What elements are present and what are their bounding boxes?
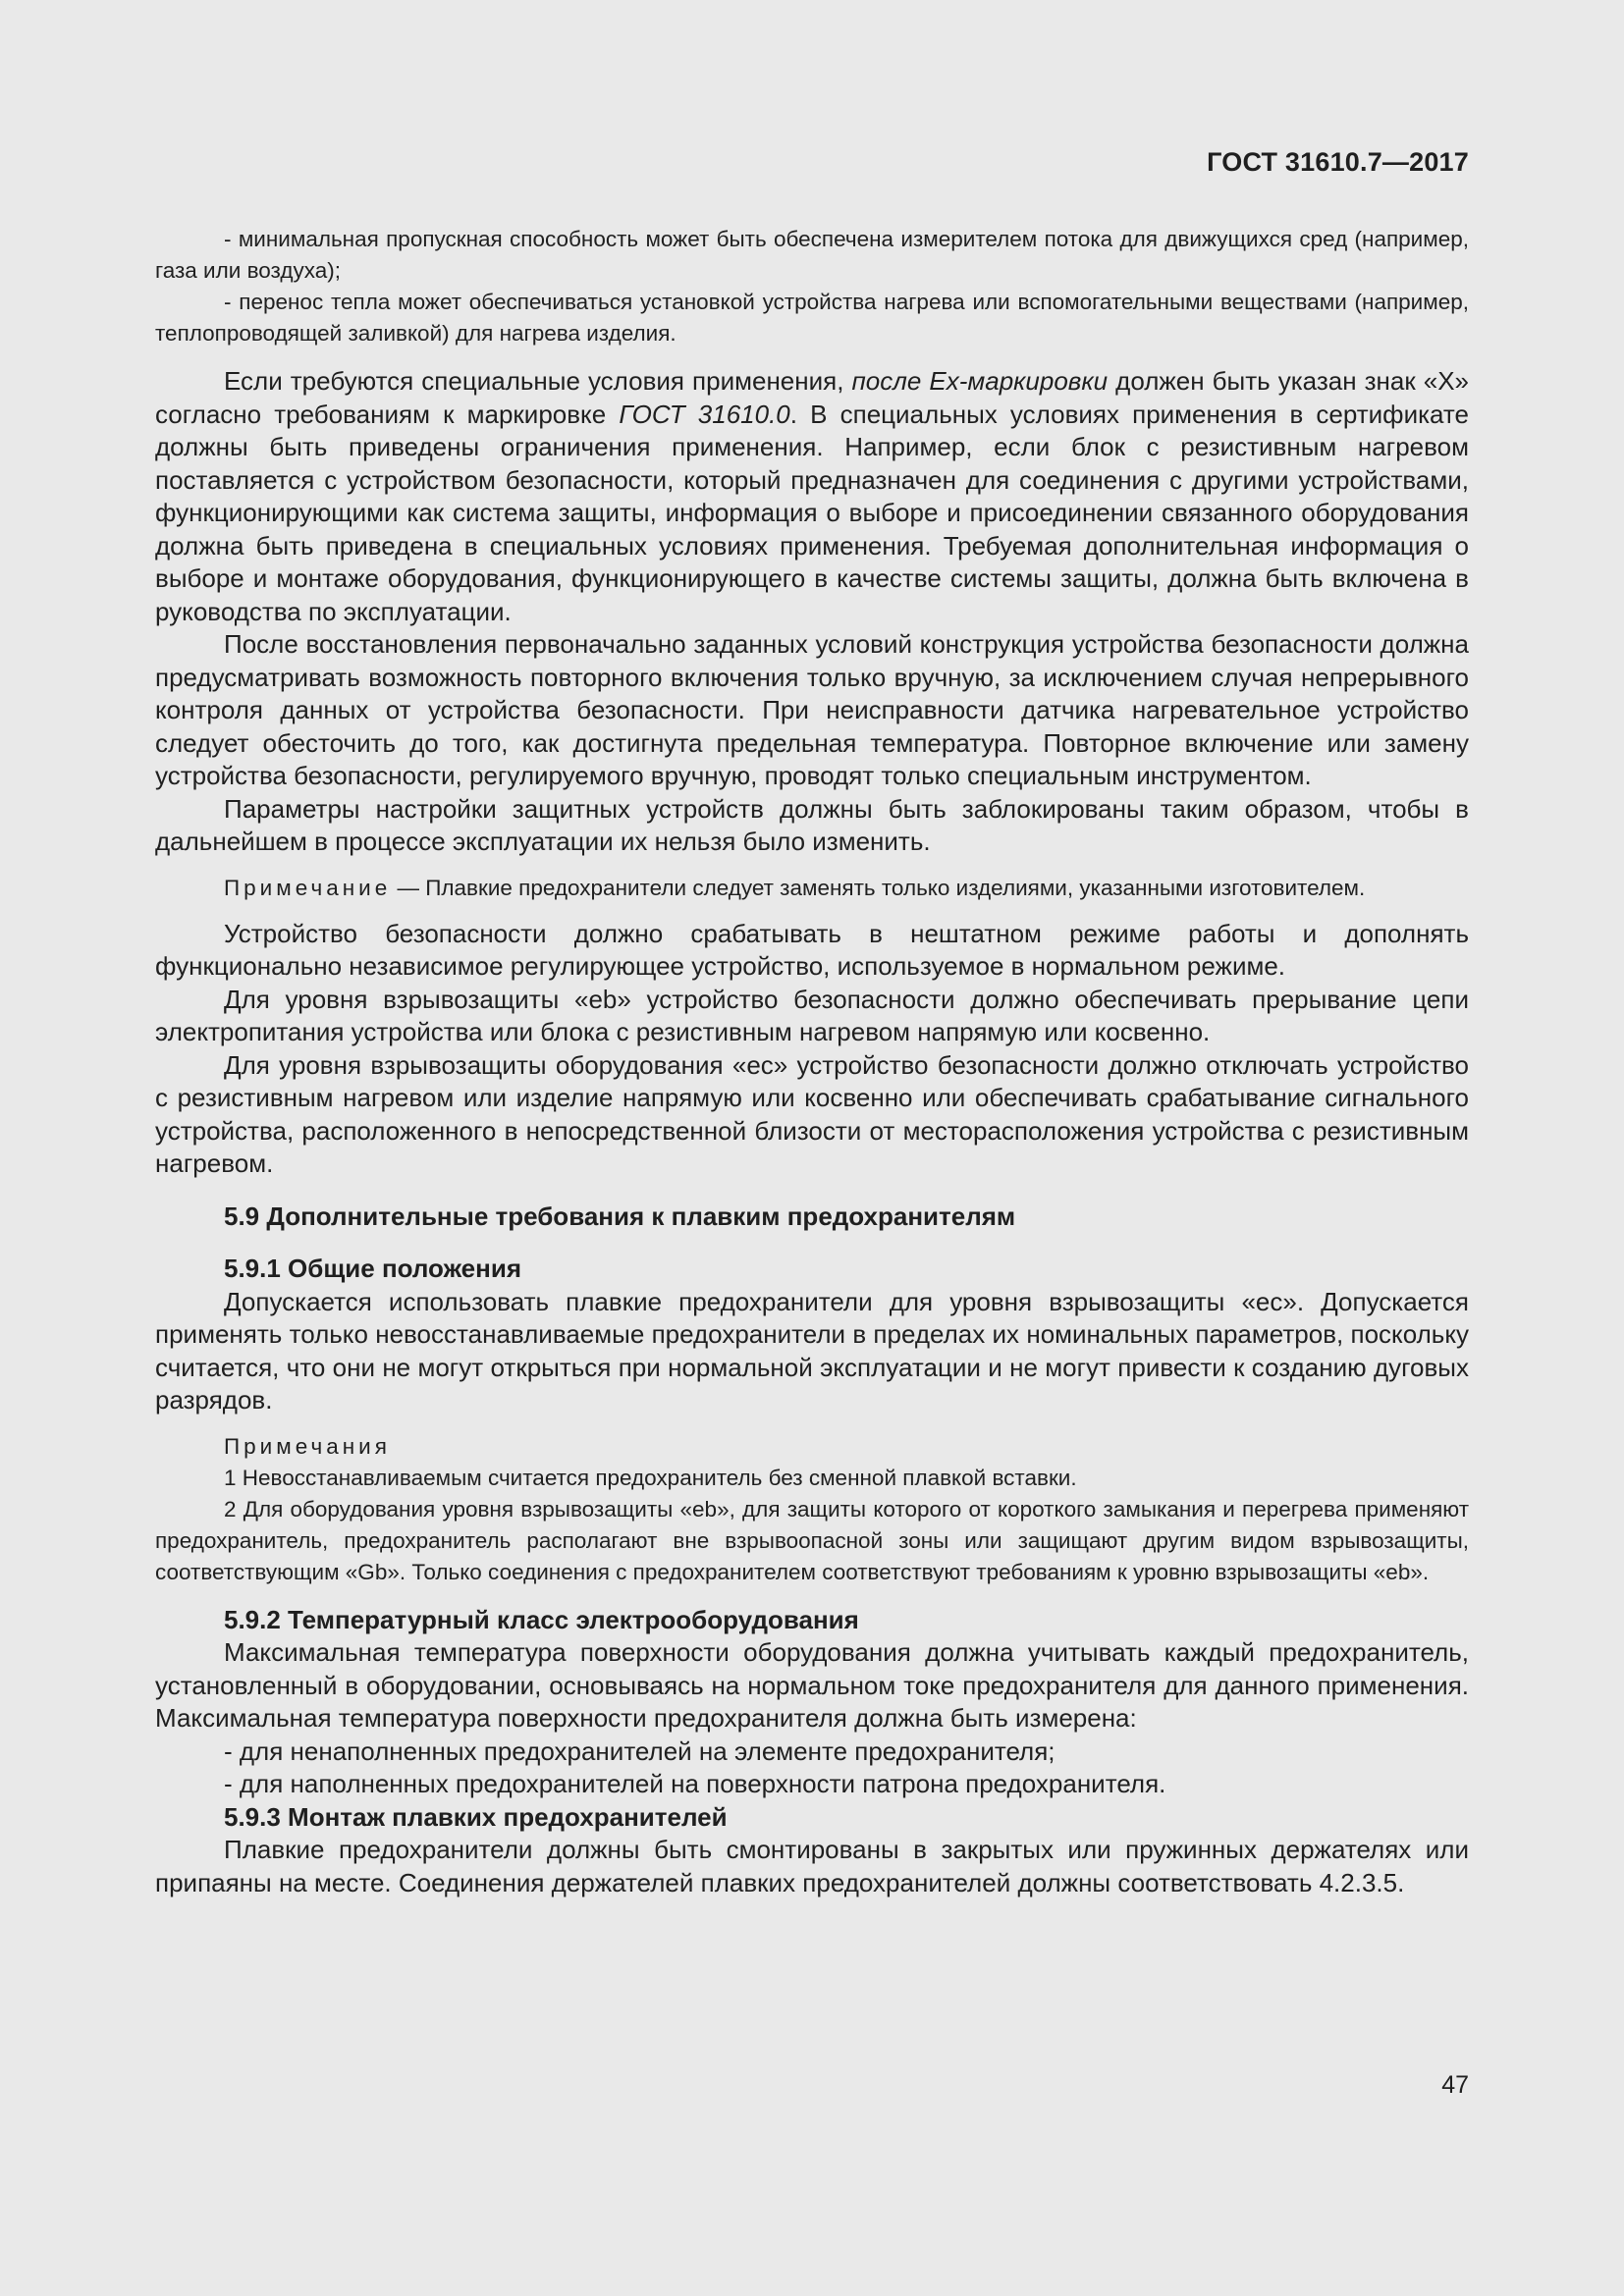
paragraph-ec-level: Для уровня взрывозащиты оборудования «ес» устройство безопасности должно отключать устройство с резистивным нагревом или изделие напрямую или косвенно или обеспечивать срабатывание сигнального устройства, расположенного в непосредственной близости от месторасположения устройства с резистивным нагревом.: [155, 1049, 1469, 1178]
section-heading-5-9: 5.9 Дополнительные требования к плавким предохранителям: [224, 1201, 1016, 1231]
section-heading-5-9-3: 5.9.3 Монтаж плавких предохранителей: [224, 1801, 728, 1832]
text-run: . В специальных условиях применения в сертификате должны быть приведены ограничения применения. Например, если блок с резистивным нагревом поставляется с устройством безопасности, который предназначен для соединения с другими устройствами, функционирующими как система защиты, информация о выборе и присоединении связанного оборудования должна быть приведена в специальных условиях применения. Требуемая дополнительная информация о выборе и монтаже оборудования, функционирующего в качестве системы защиты, должна быть включена в руководства по эксплуатации.: [155, 399, 1470, 626]
page-number: 47: [1441, 2071, 1469, 2099]
text-run: Если требуются специальные условия применения,: [224, 366, 852, 396]
standard-header: ГОСТ 31610.7—2017: [1207, 147, 1469, 177]
paragraph-settings-lock: Параметры настройки защитных устройств должны быть заблокированы таким образом, чтобы в дальнейшем в процессе эксплуатации их нельзя было изменить.: [155, 793, 1469, 856]
list-item: - для ненаполненных предохранителей на элементе предохранителя;: [224, 1735, 1056, 1766]
list-item: - перенос тепла может обеспечиваться установкой устройства нагрева или вспомогательными веществами (например, теплопроводящей заливкой) для нагрева изделия.: [155, 290, 1469, 346]
page-content: [155, 224, 1469, 1899]
paragraph-general: Допускается использовать плавкие предохранители для уровня взрывозащиты «ес». Допускается применять только невосстанавливаемые предохранители в пределах их номинальных параметров, поскольку считается, что они не могут открыться при нормальной эксплуатации и не могут привести к созданию дуговых разрядов.: [155, 1286, 1469, 1415]
list-item: - для наполненных предохранителей на поверхности патрона предохранителя.: [224, 1769, 1166, 1798]
section-heading-5-9-1: 5.9.1 Общие положения: [224, 1254, 521, 1283]
paragraph-safety-device: Устройство безопасности должно срабатывать в нештатном режиме работы и дополнять функционально независимое регулирующее устройство, используемое в нормальном режиме.: [155, 918, 1469, 981]
text-run: должен быть указан знак «Х» согласно требованиям к маркировке: [155, 366, 1469, 429]
paragraph-restoration: После восстановления первоначально заданных условий конструкция устройства безопасности должна предусматривать возможность повторного включения только вручную, за исключением случая непрерывного контроля данных от устройства безопасности. При неисправности датчика нагревательное устройство следует обесточить до того, как достигнута предельная температура. Повторное включение или замену устройства безопасности, регулируемого вручную, проводят только специальным инструментом.: [155, 629, 1469, 790]
notes-label-text: Примечания: [224, 1433, 391, 1459]
italic-run: ГОСТ 31610.0: [619, 399, 790, 429]
section-heading-5-9-2: 5.9.2 Температурный класс электрооборудования: [224, 1604, 859, 1634]
notes-label: [155, 1431, 1469, 1463]
list-item: - минимальная пропускная способность может быть обеспечена измерителем потока для движущихся сред (например, газа или воздуха);: [155, 227, 1469, 283]
paragraph-mounting: Плавкие предохранители должны быть смонтированы в закрытых или пружинных держателях или припаяны на месте. Соединения держателей плавких предохранителей должны соответствовать 4.2.3.5.: [155, 1835, 1469, 1897]
paragraph-temperature: Максимальная температура поверхности оборудования должна учитывать каждый предохранитель, установленный в оборудовании, основываясь на нормальном токе предохранителя для данного применения. Максимальная температура поверхности предохранителя должна быть измерена:: [155, 1637, 1469, 1733]
note-fuses: [155, 873, 1469, 904]
italic-run: после Ех-маркировки: [851, 366, 1109, 396]
note-item: 1 Невосстанавливаемым считается предохранитель без сменной плавкой вставки.: [224, 1465, 1077, 1490]
note-text: — Плавкие предохранители следует заменять только изделиями, указанными изготовителем.: [391, 875, 1366, 900]
paragraph-special-conditions: [155, 365, 1469, 628]
paragraph-eb-level: Для уровня взрывозащиты «eb» устройство безопасности должно обеспечивать прерывание цепи электропитания устройства или блока с резистивным нагревом напрямую или косвенно.: [155, 984, 1469, 1046]
note-label: Примечание: [224, 875, 392, 900]
note-item: 2 Для оборудования уровня взрывозащиты «eb», для защиты которого от короткого замыкания и перегрева применяют предохранитель, предохранитель располагают вне взрывоопасной зоны или защищают другим видом взрывозащиты, соответствующим «Gb». Только соединения с предохранителем соответствуют требованиям к уровню взрывозащиты «eb».: [155, 1496, 1469, 1584]
